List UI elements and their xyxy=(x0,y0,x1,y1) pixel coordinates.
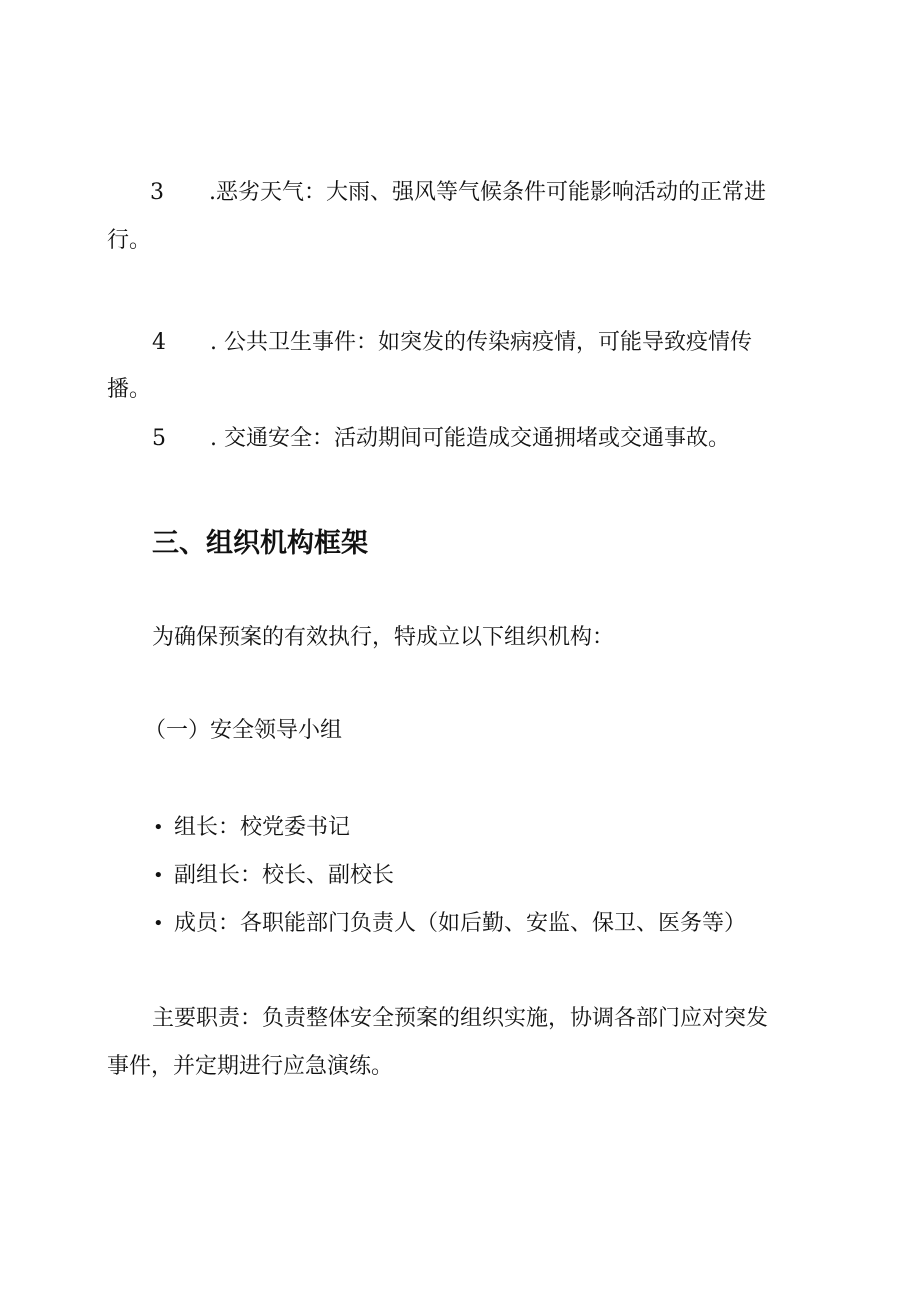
bullet-dot: • xyxy=(153,817,164,838)
risk-item-4-number: 4 xyxy=(152,330,166,355)
bullet-dot: • xyxy=(153,865,164,886)
bullet-dot: • xyxy=(153,913,164,934)
member-leader: 组长：校党委书记 xyxy=(174,815,351,840)
duty-paragraph: 主要职责：负责整体安全预案的组织实施，协调各部门应对突发 xyxy=(152,1006,769,1031)
risk-item-5-text: . 交通安全：活动期间可能造成交通拥堵或交通事故。 xyxy=(210,426,730,451)
member-deputy-leader: 副组长：校长、副校长 xyxy=(174,863,395,888)
subsection-title: （一）安全领导小组 xyxy=(144,718,343,743)
risk-item-3-text: .恶劣天气：大雨、强风等气候条件可能影响活动的正常进 xyxy=(209,180,766,205)
risk-item-3-text-continued: 行。 xyxy=(107,228,152,253)
duty-paragraph-continued: 事件，并定期进行应急演练。 xyxy=(107,1054,394,1079)
section-intro: 为确保预案的有效执行，特成立以下组织机构： xyxy=(152,625,615,650)
risk-item-4-text-continued: 播。 xyxy=(107,377,152,402)
section-heading: 三、组织机构框架 xyxy=(152,528,368,559)
member-members: 成员：各职能部门负责人（如后勤、安监、保卫、医务等） xyxy=(174,911,747,936)
risk-item-3-number: 3 xyxy=(150,180,164,205)
risk-item-4-text: . 公共卫生事件：如突发的传染病疫情，可能导致疫情传 xyxy=(210,330,752,355)
risk-item-5-number: 5 xyxy=(152,426,166,451)
